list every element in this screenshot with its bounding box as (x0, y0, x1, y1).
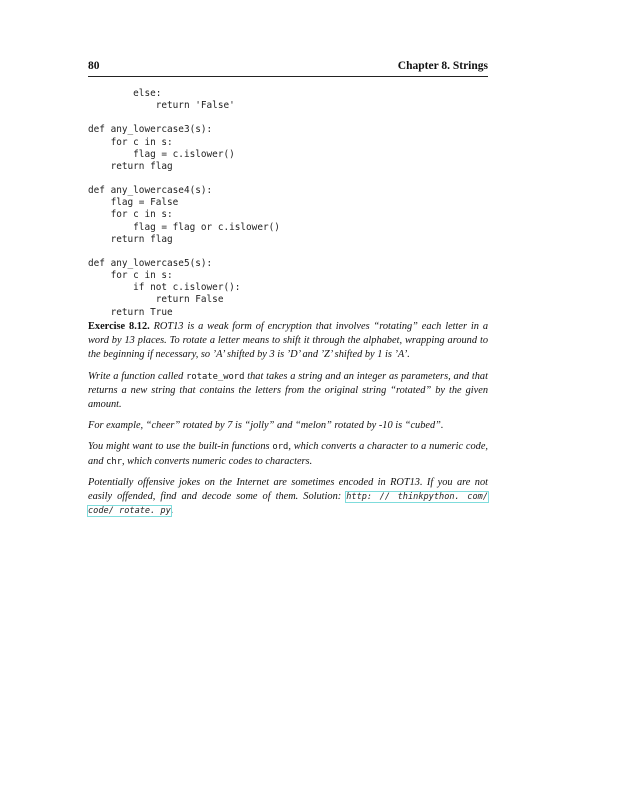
code-line: for c in s: (88, 209, 173, 221)
solution-link[interactable]: http: // thinkpython. com/ code/ rotate. py (88, 492, 489, 517)
code-line: for c in s: (88, 136, 173, 148)
code-line: flag = flag or c.islower() (88, 221, 280, 233)
code-line: return 'False' (88, 100, 235, 112)
code-line (88, 173, 280, 185)
code-line (88, 246, 280, 258)
code-line: def any_lowercase4(s): (88, 185, 213, 197)
code-line: flag = False (88, 197, 179, 209)
code-line: def any_lowercase5(s): (88, 257, 213, 269)
code-block (88, 88, 280, 319)
exercise-text (88, 320, 488, 525)
code-line: for c in s: (88, 270, 173, 282)
code-line (88, 112, 280, 124)
code-line: def any_lowercase3(s): (88, 124, 213, 136)
chapter-title: Chapter 8. Strings (397, 60, 488, 72)
exercise-paragraph-4: You might want to use the built-in functions ord, which converts a character to a numeric code, and chr, which converts numeric codes to characters. (88, 441, 488, 467)
code-line: return False (88, 294, 224, 306)
exercise-paragraph-5: Potentially offensive jokes on the Internet are sometimes encoded in ROT13. If you are not easily offended, find and decode some of them. Solution: http: // thinkpython. com/ code/ rotate. py. (88, 476, 489, 517)
running-header (88, 58, 488, 76)
code-line: return flag (88, 160, 173, 172)
exercise-label: Exercise 8.12. (88, 321, 150, 332)
code-line: return True (88, 306, 173, 318)
inline-code: chr (106, 456, 122, 467)
page-number: 80 (88, 60, 100, 72)
exercise-paragraph-2: Write a function called rotate_word that takes a string and an integer as parameters, and that returns a new string that contains the letters from the original string “rotated” by the given amount. (88, 370, 488, 411)
code-line: if not c.islower(): (88, 282, 241, 294)
code-line: else: (88, 88, 162, 99)
exercise-paragraph-3: For example, “cheer” rotated by 7 is “jolly” and “melon” rotated by -10 is “cubed”. (88, 420, 444, 432)
inline-code: ord (272, 442, 289, 453)
header-rule (88, 76, 488, 77)
code-line: flag = c.islower() (88, 148, 235, 160)
exercise-paragraph-1: Exercise 8.12. ROT13 is a weak form of encryption that involves “rotating” each letter in a word by 13 places. To rotate a letter means to shift it through the alphabet, wrapping around to the beginning if necessary, so ’A’ shifted by 3 is ’D’ and ’Z’ shifted by 1 is ’A’. (88, 321, 489, 361)
code-line: return flag (88, 233, 173, 245)
inline-code: rotate_word (186, 371, 245, 382)
